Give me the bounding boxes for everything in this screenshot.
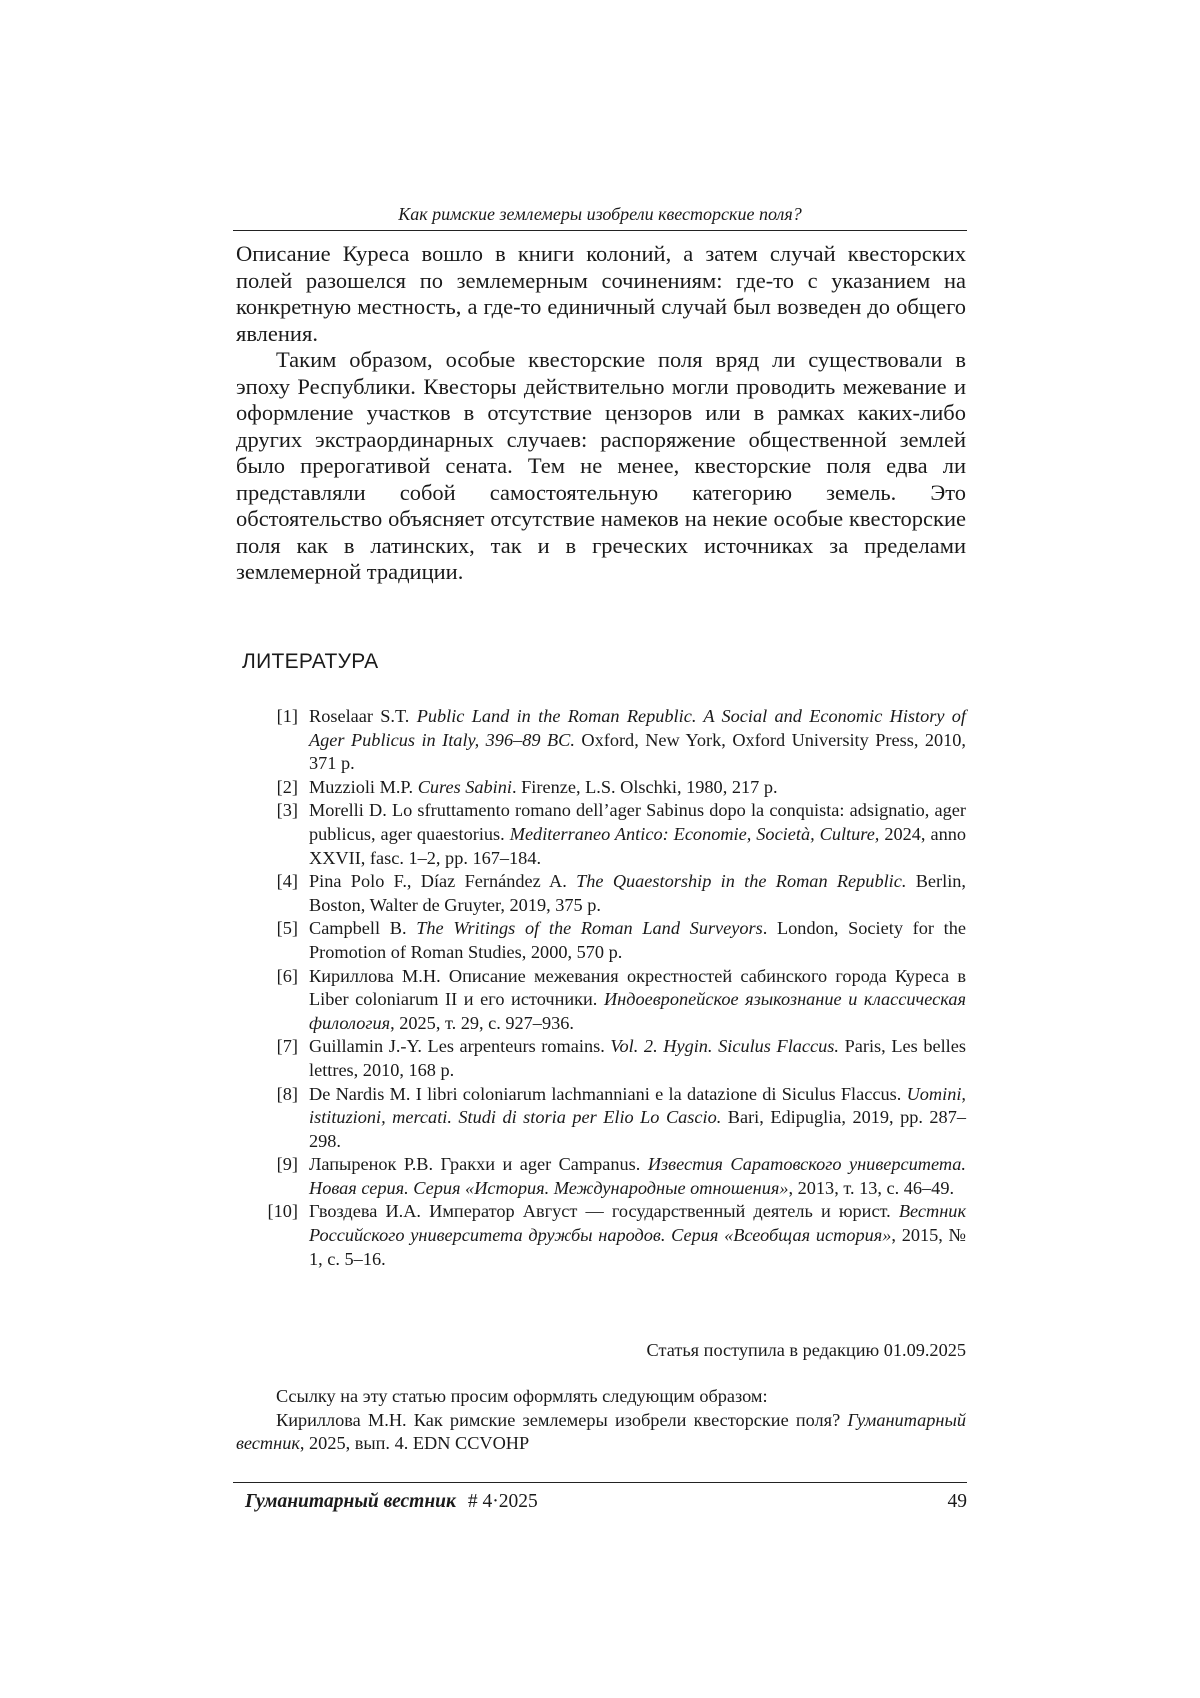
header-rule xyxy=(233,230,967,231)
reference-author: Pina Polo F., Díaz Fernández A. xyxy=(309,871,577,892)
reference-title: Cures Sabini xyxy=(417,776,512,797)
reference-details: . Firenze, L.S. Olschki, 1980, 217 p. xyxy=(511,776,778,797)
reference-author: Гвоздева И.А. Император Август — государственный деятель и юрист. xyxy=(309,1201,899,1222)
reference-title: The Writings of the Roman Land Surveyors xyxy=(416,918,763,939)
reference-item xyxy=(258,705,966,776)
reference-title: Индоевропейское языкознание и классическая филология xyxy=(309,989,966,1033)
page-number: 49 xyxy=(947,1491,967,1512)
reference-number: [2] xyxy=(276,776,298,797)
reference-details: Oxford, New York, Oxford University Press, 2010, 371 p. xyxy=(309,729,967,774)
reference-author: Roselaar S.T. xyxy=(309,706,417,726)
reference-number: [6] xyxy=(276,965,298,986)
citation-issue: , 2025, вып. 4. xyxy=(299,1433,409,1454)
reference-title: Uomini, istituzioni, mercati. Studi di storia per Elio Lo Cascio. xyxy=(309,1083,966,1128)
reference-author: Кириллова М.Н. Описание межевания окрестностей сабинского города Куреса в Liber coloniarum II и его источники. xyxy=(309,965,966,1010)
page-footer xyxy=(245,1490,967,1516)
reference-author: Campbell B. xyxy=(309,918,417,939)
reference-title: Public Land in the Roman Republic. A Social and Economic History of Ager Publicus in Italy, 396–89 BC. xyxy=(309,706,966,750)
reference-number: [3] xyxy=(276,800,298,821)
citation-text xyxy=(236,1409,966,1456)
reference-details: Bari, Edipuglia, 2019, pp. 287–298. xyxy=(309,1107,966,1151)
reference-author: Muzzioli M.P. xyxy=(309,776,418,797)
reference-details: , 2025, т. 29, с. 927–936. xyxy=(390,1012,574,1033)
footer-rule xyxy=(233,1482,967,1483)
reference-item xyxy=(258,870,966,917)
body-paragraph-1: Описание Куреса вошло в книги колоний, а затем случай квесторских полей разошелся по землемерным сочинениям: где-то с указанием на конкретную местность, а где-то единичный случай был возведен до общего явления. xyxy=(236,241,966,346)
reference-item xyxy=(258,1200,966,1271)
article-body xyxy=(236,241,966,586)
footer-journal-name: Гуманитарный вестник xyxy=(245,1491,456,1512)
reference-number: [9] xyxy=(276,1154,298,1175)
reference-number: [8] xyxy=(276,1083,298,1104)
reference-details: Paris, Les belles lettres, 2010, 168 p. xyxy=(309,1036,966,1080)
citation-intro: Ссылку на эту статью просим оформлять следующим образом: xyxy=(276,1386,768,1406)
citation-edn: EDN CCVOHP xyxy=(412,1433,530,1454)
references-title: ЛИТЕРАТУРА xyxy=(242,650,379,673)
running-header-title: Как римские землемеры изобрели квесторские поля? xyxy=(398,204,802,224)
reference-title: Известия Саратовского университета. Новая серия. Серия «История. Международные отношения» xyxy=(309,1154,966,1198)
reference-title: Вестник Российского университета дружбы народов. Серия «Всеобщая история» xyxy=(309,1201,966,1246)
reference-title: The Quaestorship in the Roman Republic. xyxy=(576,871,907,892)
reference-details: , 2015, № 1, с. 5–16. xyxy=(309,1225,966,1269)
reference-number: [1] xyxy=(276,706,298,726)
reference-item xyxy=(258,1083,966,1154)
reference-item xyxy=(258,965,966,1036)
reference-number: [5] xyxy=(276,918,298,939)
reference-details: , 2013, т. 13, с. 46–49. xyxy=(788,1177,955,1198)
references-list xyxy=(258,705,966,1271)
reference-item xyxy=(258,917,966,964)
received-date: Статья поступила в редакцию 01.09.2025 xyxy=(646,1340,966,1360)
footer-issue: # 4·2025 xyxy=(467,1491,538,1512)
reference-item xyxy=(258,776,966,800)
reference-number: [7] xyxy=(276,1036,298,1057)
reference-item xyxy=(258,1153,966,1200)
citation-authors-title: Кириллова М.Н. Как римские землемеры изобрели квесторские поля? xyxy=(276,1409,848,1430)
reference-details: . London, Society for the Promotion of Roman Studies, 2000, 570 p. xyxy=(309,918,966,962)
reference-author: Лапыренок Р.В. Гракхи и ager Campanus. xyxy=(309,1154,648,1175)
reference-item xyxy=(258,799,966,870)
citation-journal: Гуманитарный вестник xyxy=(236,1409,966,1454)
reference-author: De Nardis M. I libri coloniarum lachmanniani e la datazione di Siculus Flaccus. xyxy=(309,1083,907,1104)
reference-author: Morelli D. Lo sfruttamento romano dell’ager Sabinus dopo la conquista: adsignatio, ager publicus, ager quaestorius. xyxy=(309,800,966,844)
reference-item xyxy=(258,1035,966,1082)
reference-title: Vol. 2. Hygin. Siculus Flaccus. xyxy=(610,1036,839,1057)
reference-number: [10] xyxy=(267,1201,298,1222)
reference-title: Mediterraneo Antico: Economie, Società, Culture, xyxy=(509,823,880,844)
reference-details: 2024, anno XXVII, fasc. 1–2, pp. 167–184. xyxy=(309,823,966,868)
body-paragraph-2: Таким образом, особые квесторские поля вряд ли существовали в эпоху Республики. Квесторы действительно могли проводить межевание и оформление участков в отсутствие цензоров или в рамках каких-либо других экстраординарных случаев: распоряжение общественной землей было прерогативой сената. Тем не менее, квесторские поля едва ли представляли собой самостоятельную категорию земель. Это обстоятельство объясняет отсутствие намеков на некие особые квесторские поля как в латинских, так и в греческих источниках за пределами землемерной традиции. xyxy=(236,347,966,584)
reference-author: Guillamin J.-Y. Les arpenteurs romains. xyxy=(309,1036,611,1057)
reference-number: [4] xyxy=(276,871,298,892)
citation-block xyxy=(236,1385,966,1456)
reference-details: Berlin, Boston, Walter de Gruyter, 2019, 375 p. xyxy=(309,871,967,915)
